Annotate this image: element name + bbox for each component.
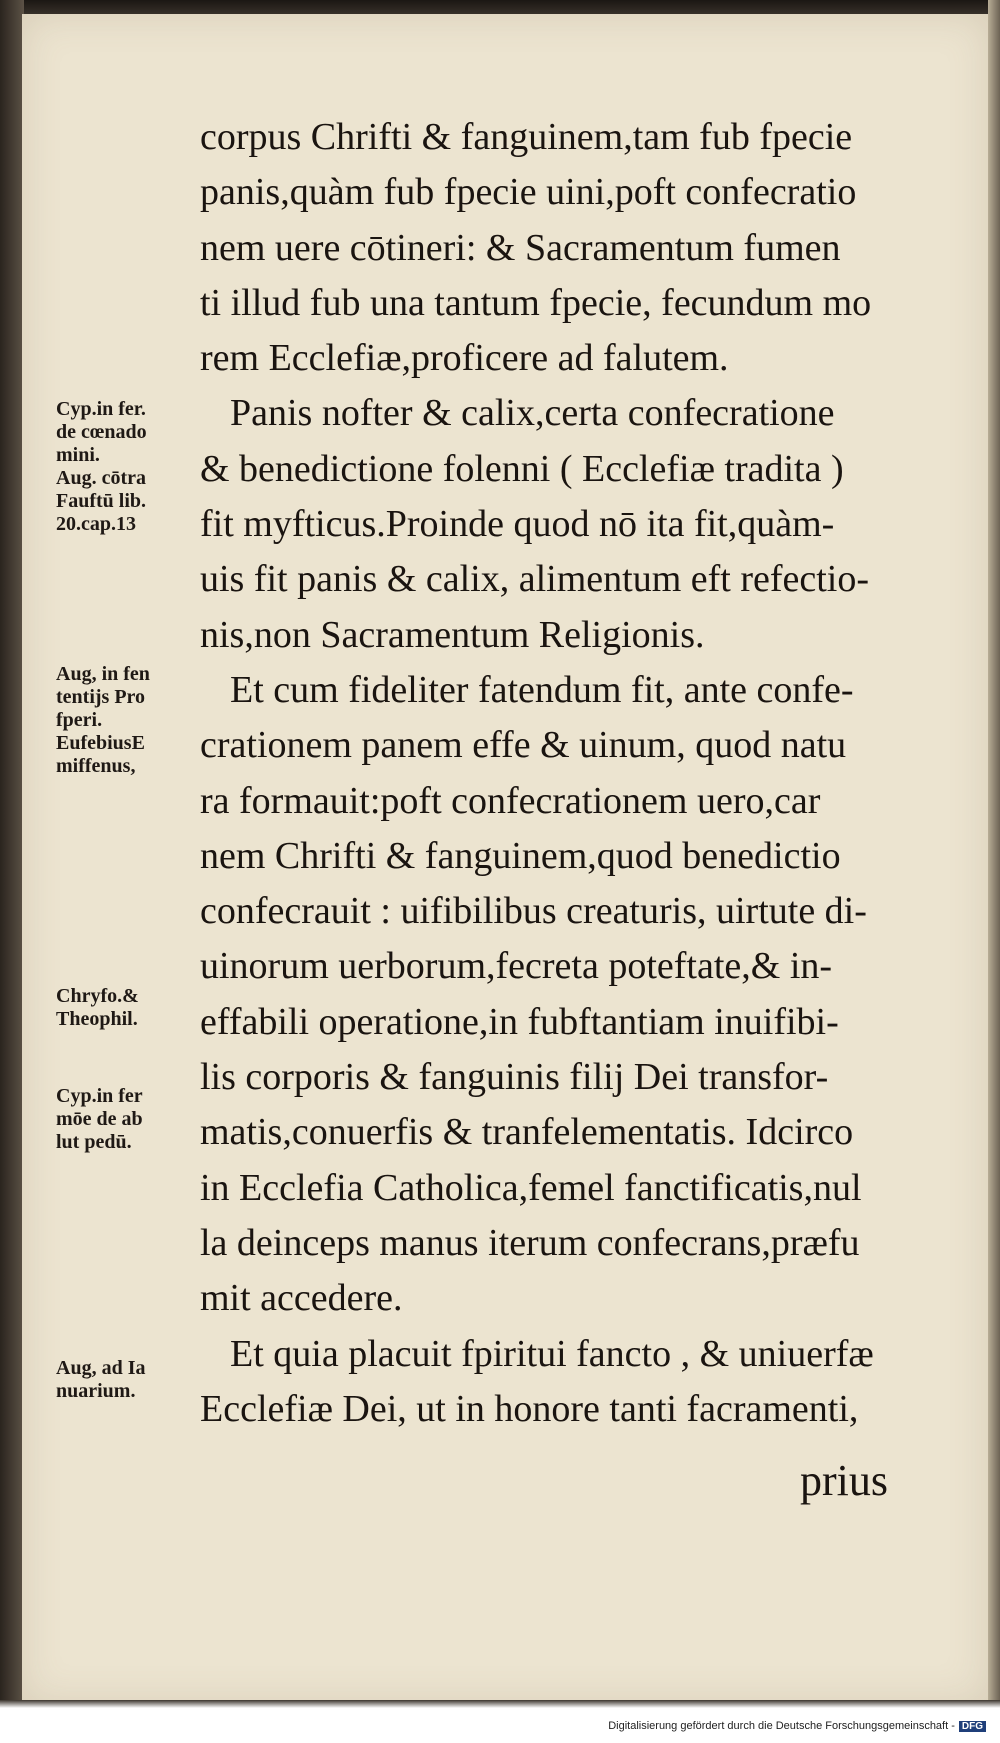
dfg-logo: DFG bbox=[959, 1721, 986, 1732]
text-line: effabili operatione,in fubftantiam inuifibi- bbox=[200, 1000, 839, 1043]
margin-note-line: miffenus, bbox=[56, 755, 136, 777]
text-line: la deinceps manus iterum confecrans,præfu bbox=[200, 1221, 860, 1264]
margin-note-chrysostom bbox=[56, 985, 206, 1031]
margin-note-line: Fauftū lib. bbox=[56, 490, 147, 512]
text-line: ra formauit:poft confecrationem uero,car bbox=[200, 779, 821, 822]
bottom-page-shadow bbox=[0, 1700, 1000, 1708]
right-page-edge bbox=[988, 0, 1000, 1710]
margin-note-line: Aug, ad Ia bbox=[56, 1357, 146, 1379]
catchword: prius bbox=[800, 1456, 888, 1505]
text-line: nem uere cōtineri: & Sacramentum fumen bbox=[200, 226, 841, 269]
margin-note-line: de cœnado bbox=[56, 421, 147, 443]
margin-note-line: Chryfo.& bbox=[56, 985, 139, 1007]
text-line: crationem panem effe & uinum, quod natu bbox=[200, 724, 847, 767]
text-line: ti illud fub una tantum fpecie, fecundum mo bbox=[200, 281, 872, 324]
margin-note-line: Aug, in fen bbox=[56, 663, 150, 685]
text-line: uinorum uerborum,fecreta poteftate,& in- bbox=[200, 945, 833, 988]
text-line: matis,conuerfis & tranfelementatis. Idcirco bbox=[200, 1111, 854, 1154]
margin-note-line: mōe de ab bbox=[56, 1108, 143, 1130]
margin-note-line: nuarium. bbox=[56, 1380, 136, 1402]
margin-note-line: mini. bbox=[56, 444, 100, 466]
margin-note-augustine-januarius bbox=[56, 1357, 206, 1403]
text-line: Et quia placuit fpiritui fancto , & uniuerfæ bbox=[230, 1332, 874, 1375]
margin-note-cyprian bbox=[56, 1085, 206, 1154]
margin-note-line: lut pedū. bbox=[56, 1131, 132, 1153]
text-line: fit myfticus.Proinde quod nō ita fit,quàm- bbox=[200, 503, 835, 546]
left-page-edge bbox=[0, 0, 24, 1710]
text-line: mit accedere. bbox=[200, 1277, 403, 1320]
margin-note-line: Cyp.in fer. bbox=[56, 398, 146, 420]
margin-note-line: tentijs Pro bbox=[56, 686, 146, 708]
text-line: panis,quàm fub fpecie uini,poft confecratio bbox=[200, 171, 857, 214]
text-line: Panis nofter & calix,certa confecratione bbox=[230, 392, 835, 435]
margin-note-line: fperi. bbox=[56, 709, 103, 731]
text-line: & benedictione folenni ( Ecclefiæ tradita ) bbox=[200, 447, 844, 490]
text-line: nis,non Sacramentum Religionis. bbox=[200, 613, 705, 656]
main-text-block bbox=[200, 110, 935, 1437]
credit-text: Digitalisierung gefördert durch die Deutsche Forschungsgemeinschaft - bbox=[608, 1720, 955, 1732]
margin-note-augustine-eusebius bbox=[56, 663, 206, 778]
text-line: lis corporis & fanguinis filij Dei transfor- bbox=[200, 1056, 829, 1099]
margin-note-line: Theophil. bbox=[56, 1008, 138, 1030]
text-line: rem Ecclefiæ,proficere ad falutem. bbox=[200, 337, 729, 380]
text-line: corpus Chrifti & fanguinem,tam fub fpecie bbox=[200, 116, 853, 158]
text-line: nem Chrifti & fanguinem,quod benedictio bbox=[200, 834, 841, 877]
text-line: uis fit panis & calix, alimentum eft refectio- bbox=[200, 558, 870, 601]
margin-note-line: Aug. cōtra bbox=[56, 467, 146, 489]
text-line: Et cum fideliter fatendum fit, ante confe- bbox=[230, 668, 854, 711]
margin-note-line: Cyp.in fer bbox=[56, 1085, 143, 1107]
margin-note-cyprian-augustine bbox=[56, 398, 206, 536]
margin-note-line: 20.cap.13 bbox=[56, 513, 136, 535]
text-line: in Ecclefia Catholica,femel fanctificatis,nul bbox=[200, 1166, 862, 1209]
digitization-credit bbox=[608, 1720, 986, 1732]
text-line: Ecclefiæ Dei, ut in honore tanti facramenti, bbox=[200, 1387, 859, 1430]
text-line: confecrauit : uifibilibus creaturis, uirtute di- bbox=[200, 890, 867, 933]
margin-note-line: EufebiusE bbox=[56, 732, 145, 754]
